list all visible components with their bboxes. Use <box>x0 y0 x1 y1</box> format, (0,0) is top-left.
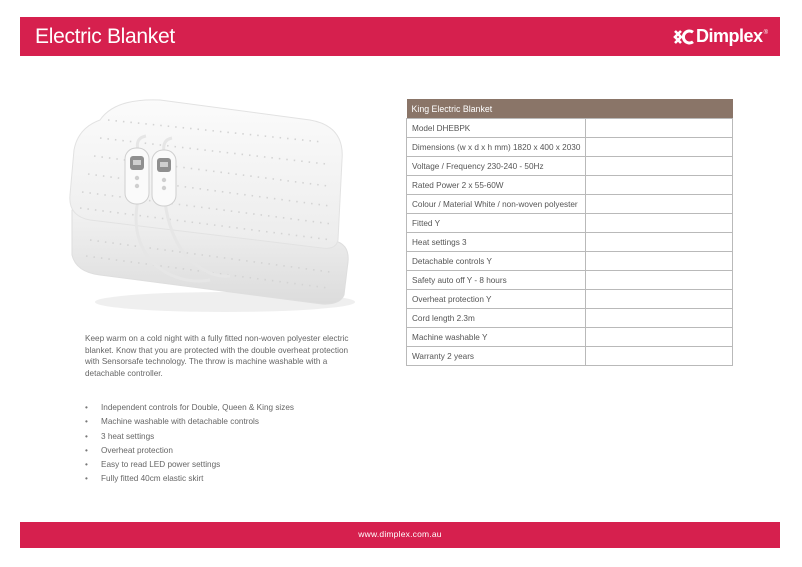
spec-cell: Cord length 2.3m <box>407 309 586 328</box>
spec-cell: Overheat protection Y <box>407 290 586 309</box>
spec-cell: Detachable controls Y <box>407 252 586 271</box>
feature-item: • 3 heat settings <box>85 430 294 444</box>
footer-bar <box>20 522 780 548</box>
table-row <box>407 233 733 252</box>
table-row <box>407 347 733 366</box>
controller-right <box>152 150 176 206</box>
header-bar <box>20 17 780 56</box>
table-row <box>407 176 733 195</box>
website-link[interactable]: www.dimplex.com.au <box>358 529 442 539</box>
spec-cell: Warranty 2 years <box>407 347 586 366</box>
registered-mark: ® <box>763 29 768 36</box>
controller-left <box>125 148 149 204</box>
table-row <box>407 290 733 309</box>
spec-cell: Colour / Material White / non-woven polyester <box>407 195 586 214</box>
spec-cell: Fitted Y <box>407 214 586 233</box>
table-row <box>407 271 733 290</box>
spec-cell: Heat settings 3 <box>407 233 586 252</box>
spec-cell: Voltage / Frequency 230-240 - 50Hz <box>407 157 586 176</box>
table-row <box>407 309 733 328</box>
table-row <box>407 138 733 157</box>
feature-item: • Easy to read LED power settings <box>85 458 294 472</box>
spec-table-title: King Electric Blanket <box>407 99 733 119</box>
table-row <box>407 119 733 138</box>
spec-cell: Machine washable Y <box>407 328 586 347</box>
electric-blanket-illustration <box>60 90 360 320</box>
table-row <box>407 214 733 233</box>
table-row <box>407 157 733 176</box>
brand-logo <box>673 26 768 47</box>
table-row <box>407 328 733 347</box>
page-title: Electric Blanket <box>35 25 175 48</box>
spec-cell: Rated Power 2 x 55-60W <box>407 176 586 195</box>
feature-item: • Fully fitted 40cm elastic skirt <box>85 472 294 486</box>
product-image <box>60 90 360 320</box>
brand-name: Dimplex <box>696 26 763 46</box>
feature-item: • Machine washable with detachable controls <box>85 415 294 429</box>
feature-item: • Independent controls for Double, Queen & King sizes <box>85 401 294 415</box>
spec-cell: Dimensions (w x d x h mm) 1820 x 400 x 2030 <box>407 138 586 157</box>
product-description: Keep warm on a cold night with a fully fitted non-woven polyester electric blanket. Know that you are protected with the double overheat protection with Sensorsafe technology. The throw is machine washable with a detachable controller. <box>85 334 349 378</box>
feature-list <box>85 401 294 487</box>
feature-item: • Overheat protection <box>85 444 294 458</box>
spec-cell: Safety auto off Y - 8 hours <box>407 271 586 290</box>
spec-cell: Model DHEBPK <box>407 119 586 138</box>
table-row <box>407 252 733 271</box>
spec-table <box>406 99 733 366</box>
dimplex-mark-icon <box>673 29 695 45</box>
table-row <box>407 195 733 214</box>
